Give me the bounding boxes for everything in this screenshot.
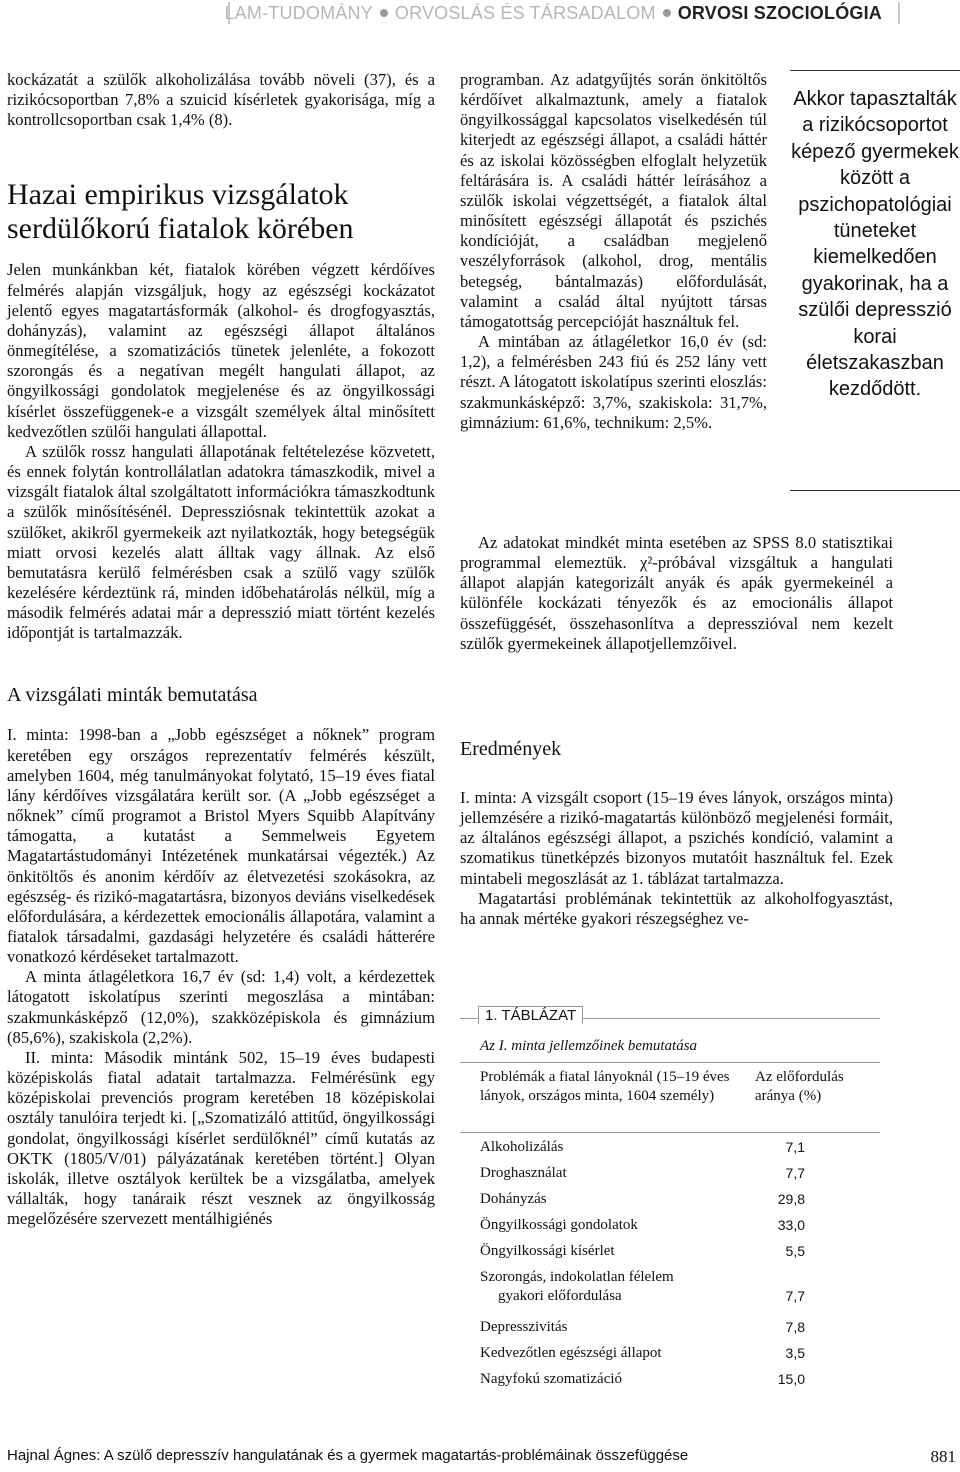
table-cell-value: 3,5: [785, 1345, 805, 1361]
table-cell-value: 33,0: [777, 1217, 805, 1233]
pullquote-rule: [790, 70, 960, 71]
table-cell-label: [480, 1268, 760, 1306]
paragraph: A szülők rossz hangulati állapotának feltételezése közvetett, és ennek folytán kontrollálatlan adatokra támaszkodik, mivel a vizsgált fiatalok által szolgáltatott információkra támaszkodtunk a szülők minősítésénél. Depressziósnak tekintettük azokat a szülőket, akikről gyermekeik azt nyilatkozták, hogy betegségük miatt orvosi kezelés alatt álltak vagy állnak. Az első bemutatásra kerülő felmérésben csak a szülő vagy szülők kezelésére kérdeztünk rá, minden időbehatárolás nélkül, míg a második felmérés adatai már a depresszió miatt történt kezelés időpontját is tartalmazzák.: [7, 441, 435, 643]
table-cell-label: Depresszivitás: [480, 1319, 568, 1335]
header-section-orvoslas: ORVOSLÁS ÉS TÁRSADALOM: [394, 3, 656, 23]
running-header: [0, 0, 960, 30]
table-row: [480, 1238, 860, 1264]
table-caption: Az I. minta jellemzőinek bemutatása: [480, 1038, 698, 1054]
table-cell-label: Droghasználat: [480, 1165, 567, 1181]
table-cell-value: 15,0: [777, 1371, 805, 1387]
table-label: 1. TÁBLÁZAT: [478, 1006, 583, 1024]
paragraph: Az adatokat mindkét minta esetében az SPSS 8.0 statisztikai programmal elemeztük. χ²-próbával vizsgáltuk a hangulati állapot alapján kategorizált anyák és apák gyermekeinél a különféle kockázati tényezők és az emocionális állapot összefüggését, összehasonlítva a depresszióval nem kezelt szülők gyermekeinek állapotjellemzőivel.: [460, 533, 893, 653]
running-footer: [7, 1447, 960, 1464]
table-row: [480, 1160, 860, 1186]
subsection-heading: A vizsgálati minták bemutatása: [7, 684, 258, 707]
table-cell-label-line1: Szorongás, indokolatlan félelem: [480, 1269, 674, 1285]
table-cell-label: Nagyfokú szomatizáció: [480, 1371, 623, 1387]
table-cell-value: 7,7: [785, 1165, 805, 1181]
right-column-top: [460, 70, 767, 433]
section-heading: Hazai empirikus vizsgálatok serdülőkorú fiatalok körében: [7, 178, 354, 246]
table-row: [480, 1134, 860, 1160]
paragraph: II. minta: Második mintánk 502, 15–19 éves budapesti középiskolás fiatal adatait tartalmazza. Felmérésünk egy középiskolai prevenciós program keretében 18 középiskolai osztály tanulóira terjedt ki. [„Szomatizáló attitűd, öngyilkossági gondolat, öngyilkossági kísérlet serdülőknél” című kutatás az OKTK (1805/V/01) pályázatának keretében történt.] Olyan iskolák, illetve osztályok kerültek be a vizsgálatba, amelyek vállalták, hogy tanáraik részt vesznek az öngyilkosság megelőzésére szervezett mentálhigiénés: [7, 1047, 435, 1229]
header-divider: [898, 2, 900, 24]
table-body: [480, 1134, 860, 1392]
page-number: 881: [930, 1447, 956, 1466]
table-cell-label: Kedvezőtlen egészségi állapot: [480, 1345, 662, 1361]
table-cell-label: Alkoholizálás: [480, 1139, 564, 1155]
pullquote-rule: [790, 490, 960, 491]
results-heading: Eredmények: [460, 738, 562, 760]
paragraph: programban. Az adatgyűjtés során önkitöltős kérdőívet alkalmaztunk, amely a fiatalok öngyilkossággal kapcsolatos viselkedésén túl kiterjedt az egészségi állapot, a családi háttér és az iskolai közösségben elfoglalt helyzetük feltárására is. A családi háttér leírásához a szülők iskolai végzettségét, a fiatalok által minősített egészségi állapotát és pszichés kondícióját, a családban megjelenő veszélyforrások (alkohol, drog, mentális betegség, bántalmazás) előfordulását, valamint a család által nyújtott társas támogatottság percepcióját használtuk fel.: [460, 70, 767, 331]
header-section-lam: LAM-TUDOMÁNY: [224, 3, 373, 23]
paragraph: Magatartási problémának tekintettük az alkoholfogyasztást, ha annak mértéke gyakori részegséghez ve-: [460, 888, 893, 928]
table-cell-value: 29,8: [777, 1191, 805, 1207]
table-rule: [460, 1062, 880, 1063]
table-row: [480, 1366, 860, 1392]
table-row: [480, 1186, 860, 1212]
table-header-problem: Problémák a fiatal lányoknál (15–19 éves lányok, országos minta, 1604 személy): [480, 1069, 730, 1104]
paragraph: I. minta: 1998-ban a „Jobb egészséget a nőknek” program keretében egy országos reprezentatív felmérés készült, amelyben 1604, még tanulmányokat folytató, 15–19 éves fiatal lány kérdőíves vizsgálatára került sor. (A „Jobb egészséget a nőknek” című programot a Bristol Myers Squibb Alapítvány támogatta, a kutatást a Semmelweis Egyetem Magatartástudományi Intézetének munkatársai végezték.) Az önkitöltős és anonim kérdőív az életvezetési szokásokra, az egészség- és rizikó-magatartásra, bizonyos deviáns viselkedések előfordulására, a kérdezettek emocionális állapotára, valamint a fiatalok társadalmi, gazdasági helyzetére és családi hátterére vonatkozó kérdéseket tartalmazott.: [7, 725, 435, 967]
header-sections: [224, 3, 882, 24]
table-row: [480, 1340, 860, 1366]
table-cell-label: Dohányzás: [480, 1191, 547, 1207]
results-column: [460, 788, 893, 929]
table-row: [480, 1264, 860, 1314]
table-rule: [460, 1132, 880, 1133]
paragraph: Jelen munkánkban két, fiatalok körében végzett kérdőíves felmérés alapján vizsgáljuk, hogy az egészségi kockázatot jelentő egyes magatartásformák (alkohol- és drogfogyasztás, dohányzás), valamint az egészségi állapot általános önmegítélése, a szomatizációs tünetek jelenléte, a fokozott szorongás és a negatívan megélt hangulati állapot, az öngyilkossági gondolatok megjelenése és az öngyilkossági kísérlet összefüggenek-e a vizsgált személyek által minősített kedvezőtlen szülői hangulati állapottal.: [7, 260, 435, 441]
table-cell-label: Öngyilkossági kísérlet: [480, 1243, 615, 1259]
table-cell-value: 7,1: [785, 1139, 805, 1155]
table-cell-value: 7,7: [785, 1288, 805, 1304]
left-column: [7, 70, 435, 1229]
pullquote: Akkor tapasztalták a rizikócsoportot képező gyermekek között a pszichopatológiai tüneteket kiemelkedően gyakorinak, ha a szülői depresszió korai életszakaszban kezdődött.: [791, 88, 959, 401]
paragraph: kockázatát a szülők alkoholizálása tovább növeli (37), és a rizikócsoportban 7,8% a szuicid kísérletek gyakorisága, míg a kontrollcsoportban csak 1,4% (8).: [7, 70, 435, 130]
bullet-icon: [663, 9, 671, 17]
header-section-current: ORVOSI SZOCIOLÓGIA: [677, 3, 882, 23]
right-column-bottom: [460, 533, 893, 654]
bullet-icon: [380, 9, 388, 17]
table-cell-label: Öngyilkossági gondolatok: [480, 1217, 638, 1233]
paragraph: I. minta: A vizsgált csoport (15–19 éves lányok, országos minta) jellemzésére a rizikó-magatartás különböző megjelenési formáit, az általános egészségi állapot, a pszichés kondíció, valamint a szomatikus tünetképzés bizonyos mutatóit használtuk fel. Ezek mintabeli megoszlását az 1. táblázat tartalmazza.: [460, 788, 893, 888]
table-row: [480, 1212, 860, 1238]
table-cell-value: 7,8: [785, 1319, 805, 1335]
table-row: [480, 1314, 860, 1340]
table-cell-value: 5,5: [785, 1243, 805, 1259]
table-header-rate: Az előfordulás aránya (%): [755, 1069, 844, 1104]
paragraph: A minta átlagéletkora 16,7 év (sd: 1,4) volt, a kérdezettek látogatott iskolatípus szerinti megoszlása a mintában: szakmunkásképző (12,0%), szakközépiskola és gimnázium (85,6%), szakiskola (2,2%).: [7, 967, 435, 1047]
footer-citation: Hajnal Ágnes: A szülő depresszív hangulatának és a gyermek magatartás-problémáinak összefüggése: [7, 1447, 689, 1464]
table-cell-label-line2: gyakori előfordulása: [498, 1288, 622, 1304]
paragraph: A mintában az átlagéletkor 16,0 év (sd: 1,2), a felmérésben 243 fiú és 252 lány vett részt. A látogatott iskolatípus szerinti eloszlás: szakmunkásképző: 3,7%, szakiskola: 31,7%, gimnázium: 61,6%, technikum: 2,5%.: [460, 332, 767, 432]
